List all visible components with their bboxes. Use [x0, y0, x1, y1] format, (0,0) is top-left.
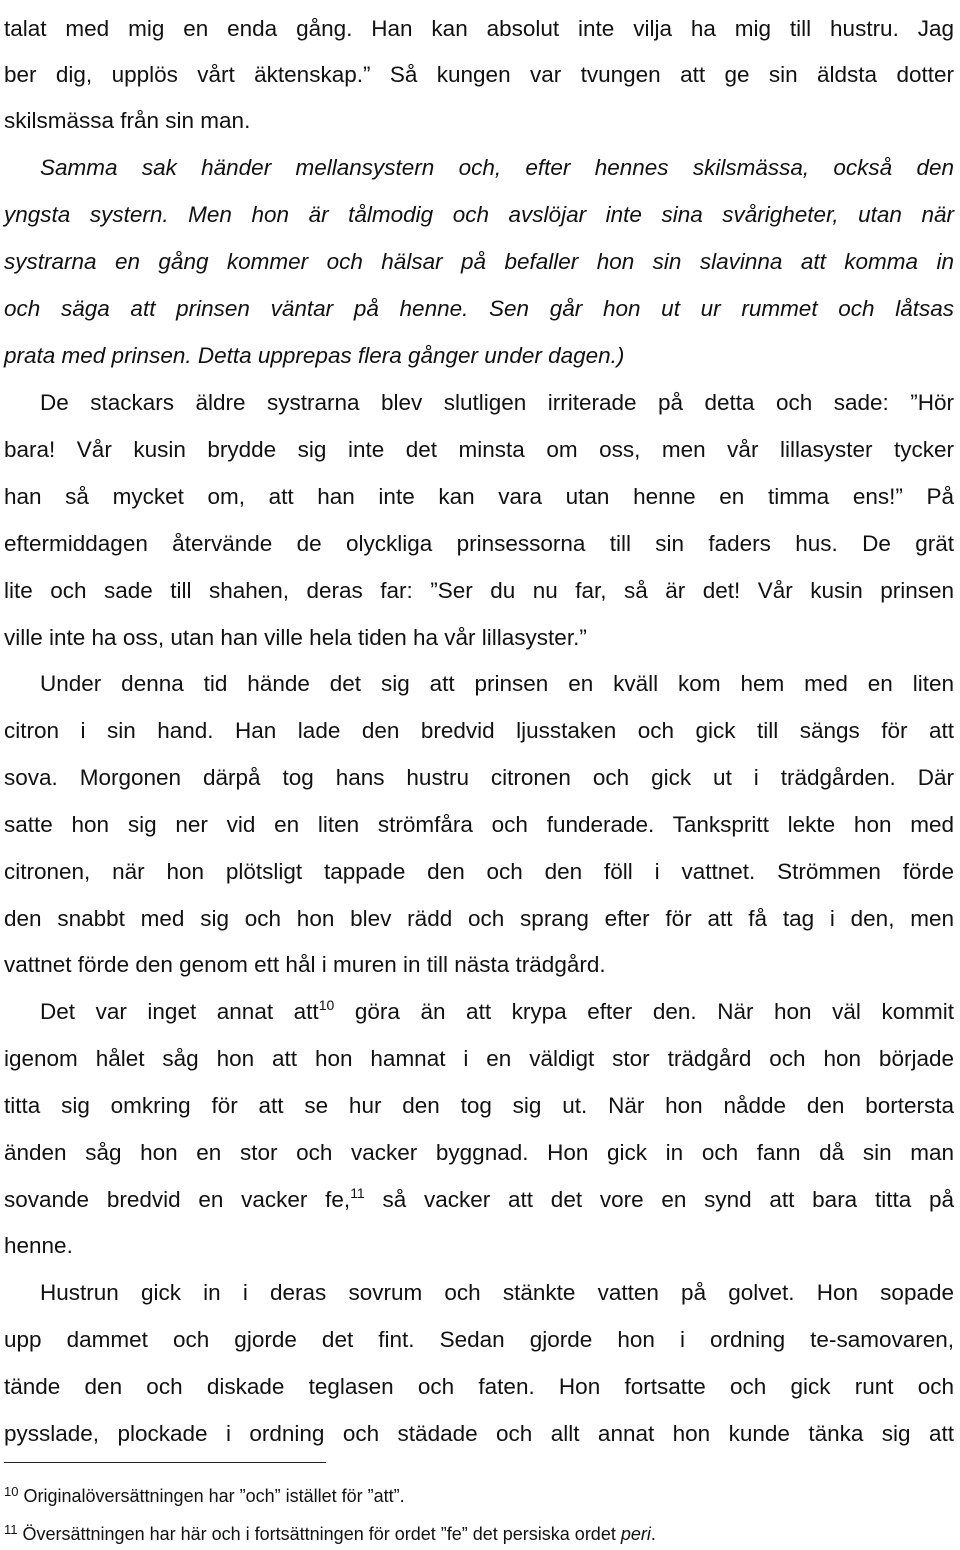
footnote-separator [4, 1462, 326, 1463]
text-line: ber dig, upplös vårt äktenskap.” Så kungen var tvungen att ge sin äldsta dotter [4, 62, 954, 87]
text-line: henne. [4, 1233, 73, 1258]
text-line: skilsmässa från sin man. [4, 108, 251, 133]
footnote-number: 11 [4, 1522, 18, 1537]
footnote-ref: 10 [318, 997, 335, 1013]
text-line: citronen, när hon plötsligt tappade den och den föll i vattnet. Strömmen förde [4, 859, 954, 884]
text-line: änden såg hon en stor och vacker byggnad. Hon gick in och fann då sin man [4, 1140, 954, 1165]
text-line: Samma sak händer mellansystern och, efter hennes skilsmässa, också den [40, 155, 954, 180]
text-line: tände den och diskade teglasen och faten. Hon fortsatte och gick runt och [4, 1374, 954, 1399]
text-line: Hustrun gick in i deras sovrum och stänkte vatten på golvet. Hon sopade [40, 1280, 954, 1305]
text-line: Under denna tid hände det sig att prinsen en kväll kom hem med en liten [40, 671, 954, 696]
footnote-number: 10 [4, 1484, 19, 1499]
text-line: talat med mig en enda gång. Han kan absolut inte vilja ha mig till hustru. Jag [4, 16, 954, 41]
footnote-italic-word: peri [620, 1524, 651, 1544]
text-line: systrarna en gång kommer och hälsar på befaller hon sin slavinna att komma in [4, 249, 954, 274]
text-line: igenom hålet såg hon att hon hamnat i en väldigt stor trädgård och hon började [4, 1046, 954, 1071]
text-line: ville inte ha oss, utan han ville hela tiden ha vår lillasyster.” [4, 625, 587, 650]
text-line: citron i sin hand. Han lade den bredvid ljusstaken och gick till sängs för att [4, 718, 954, 743]
text-line: upp dammet och gjorde det fint. Sedan gjorde hon i ordning te-samovaren, [4, 1327, 954, 1352]
text-segment: sovande bredvid en vacker fe, [4, 1187, 351, 1212]
text-line: vattnet förde den genom ett hål i muren in till nästa trädgård. [4, 952, 606, 977]
text-line: den snabbt med sig och hon blev rädd och sprang efter för att få tag i den, men [4, 906, 954, 931]
text-segment: göra än att krypa efter den. När hon väl kommit [354, 999, 954, 1024]
text-line: han så mycket om, att han inte kan vara utan henne en timma ens!” På [4, 484, 954, 509]
text-line [4, 1177, 954, 1223]
footnote-text: Översättningen har här och i fortsättningen för ordet ”fe” det persiska ordet [22, 1524, 616, 1544]
text-line: yngsta systern. Men hon är tålmodig och avslöjar inte sina svårigheter, utan när [4, 202, 954, 227]
text-line: titta sig omkring för att se hur den tog sig ut. När hon nådde den bortersta [4, 1093, 954, 1118]
text-line: och säga att prinsen väntar på henne. Sen går hon ut ur rummet och låtsas [4, 296, 954, 321]
text-line: De stackars äldre systrarna blev slutligen irriterade på detta och sade: ”Hör [40, 390, 954, 415]
footnote-ref: 11 [350, 1185, 365, 1201]
footnote-text: Originalöversättningen har ”och” istället för ”att”. [23, 1486, 405, 1506]
text-line: satte hon sig ner vid en liten strömfåra och funderade. Tankspritt lekte hon med [4, 812, 954, 837]
footnote-end: . [650, 1524, 656, 1544]
text-segment: så vacker att det vore en synd att bara titta på [382, 1187, 954, 1212]
footnote [4, 1522, 954, 1546]
text-line: prata med prinsen. Detta upprepas flera gånger under dagen.) [4, 343, 625, 368]
text-line: pysslade, plockade i ordning och städade och allt annat hon kunde tänka sig att [4, 1421, 954, 1446]
text-line: lite och sade till shahen, deras far: ”Ser du nu far, så är det! Vår kusin prinsen [4, 578, 954, 603]
footnote [4, 1484, 954, 1508]
text-line: bara! Vår kusin brydde sig inte det minsta om oss, men vår lillasyster tycker [4, 437, 954, 462]
text-line: eftermiddagen återvände de olyckliga prinsessorna till sin faders hus. De grät [4, 531, 954, 556]
text-line [4, 989, 954, 1035]
text-segment: Det var inget annat att [40, 999, 319, 1024]
text-line: sova. Morgonen därpå tog hans hustru citronen och gick ut i trädgården. Där [4, 765, 954, 790]
